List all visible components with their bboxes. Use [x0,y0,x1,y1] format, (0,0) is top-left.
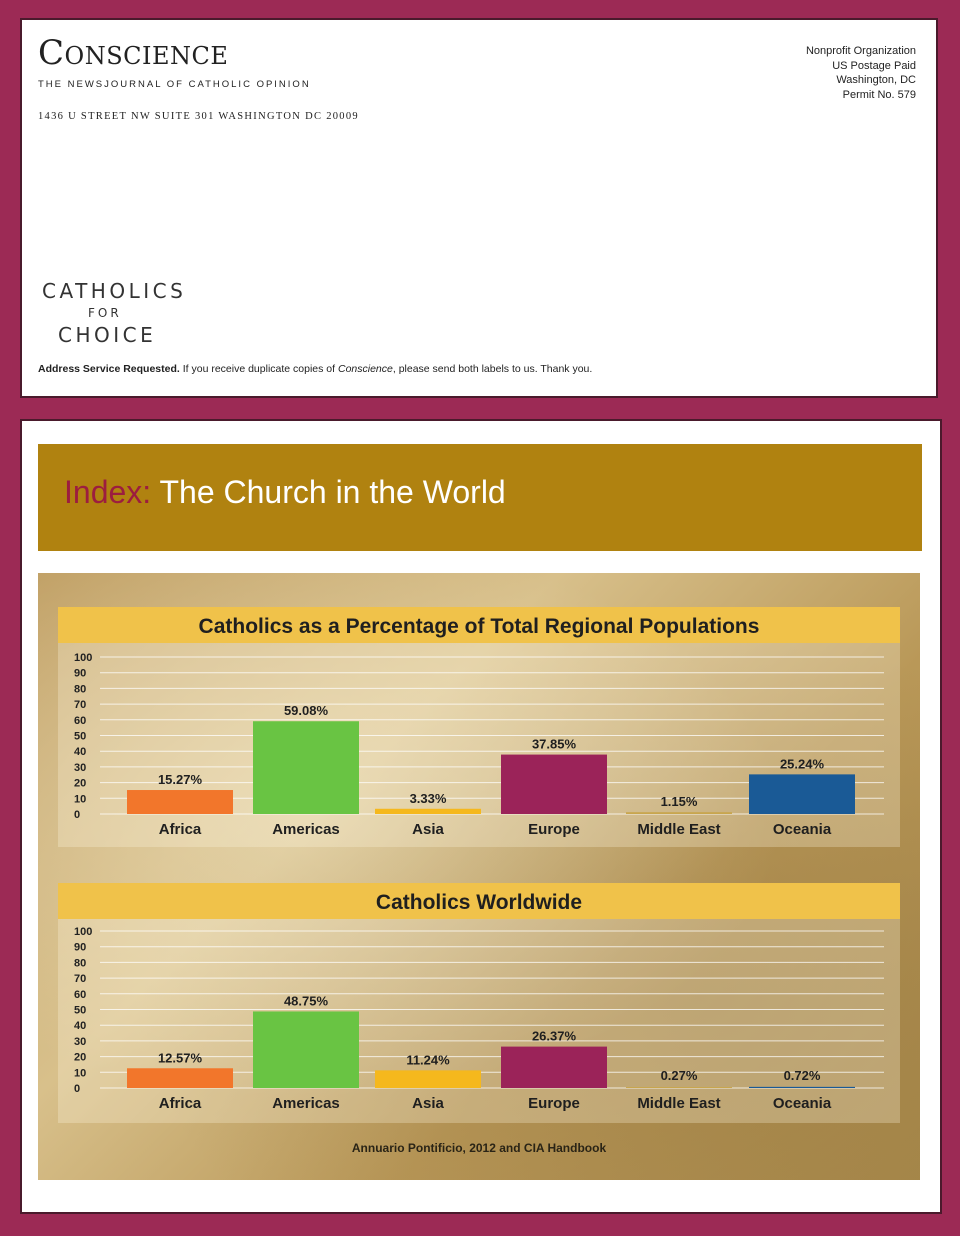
bar [127,790,233,814]
category-label: Africa [158,1095,202,1112]
category-label: Asia [412,821,444,838]
address-service-note [38,363,592,375]
y-tick-label: 30 [74,1035,87,1048]
data-label: 0.72% [783,1068,821,1083]
catholics-for-choice-logo [42,281,186,345]
logo-line: CHOICE [58,323,157,347]
y-tick-label: 40 [74,1020,87,1033]
y-tick-label: 70 [74,973,87,986]
postage-line: Nonprofit Organization [805,45,916,57]
bar [127,1068,233,1088]
category-label: Middle East [637,821,721,838]
category-label: Europe [528,821,580,838]
data-label: 26.37% [531,1028,577,1044]
postage-line: Washington, DC [836,74,916,86]
bar [501,1047,607,1088]
brand-title: Conscience [38,33,229,73]
y-tick-label: 50 [74,730,87,743]
bar [749,774,855,814]
y-tick-label: 0 [74,809,81,821]
y-tick-label: 10 [74,793,87,806]
y-tick-label: 100 [74,926,93,938]
y-tick-label: 60 [74,714,87,727]
y-tick-label: 60 [74,988,87,1001]
category-label: Africa [158,821,202,838]
y-tick-label: 100 [74,652,93,664]
source-note: Annuario Pontificio, 2012 and CIA Handbook [351,1141,607,1155]
data-label: 48.75% [283,993,329,1009]
category-label: Asia [412,1095,444,1112]
data-label: 25.24% [779,756,825,772]
y-tick-label: 80 [74,957,87,970]
service-note-text: If you receive duplicate copies of [179,363,338,375]
bar [253,1011,359,1088]
data-label: 59.08% [283,703,329,719]
return-address: 1436 U STREET NW SUITE 301 WASHINGTON DC 20009 [38,111,359,122]
bar [749,1087,855,1088]
index-page-panel [20,419,942,1214]
y-tick-label: 80 [74,683,87,696]
data-label: 1.15% [660,794,698,809]
category-label: Oceania [772,821,832,838]
logo-line: CATHOLICS [42,279,187,303]
y-tick-label: 50 [74,1004,87,1017]
y-tick-label: 90 [74,941,87,954]
data-label: 3.33% [409,790,447,806]
brand-tagline: THE NEWSJOURNAL OF CATHOLIC OPINION [38,79,311,90]
mailing-label-panel [20,18,938,398]
index-banner [38,444,922,551]
bar [375,809,481,814]
data-label: 11.24% [406,1052,450,1068]
data-label: 0.27% [660,1068,698,1083]
service-note-italic: Conscience [337,363,393,375]
bar [253,721,359,814]
chart-title: Catholics Worldwide [375,891,583,914]
y-tick-label: 30 [74,761,87,774]
y-tick-label: 10 [74,1067,87,1080]
y-tick-label: 40 [74,746,87,759]
category-label: Oceania [772,1095,832,1112]
bar [626,812,732,814]
index-title [64,474,506,511]
bar [626,1087,732,1088]
data-label: 12.57% [157,1050,203,1066]
category-label: Middle East [637,1095,721,1112]
postage-indicia [806,44,916,102]
index-title-text: The Church in the World [151,474,506,510]
chart-title: Catholics as a Percentage of Total Regional Populations [198,615,760,638]
category-label: Europe [528,1095,580,1112]
data-label: 15.27% [157,772,203,788]
category-label: Americas [272,1095,340,1112]
postage-line: Permit No. 579 [842,88,916,101]
data-label: 37.85% [531,736,577,752]
y-tick-label: 20 [74,1051,87,1064]
postage-line: US Postage Paid [832,59,916,72]
category-label: Americas [272,821,340,838]
y-tick-label: 20 [74,777,87,790]
y-tick-label: 0 [74,1083,81,1095]
bar [375,1070,481,1088]
service-note-text-end: , please send both labels to us. Thank you. [392,363,593,375]
index-title-accent: Index: [64,474,152,510]
charts-area [38,573,920,1180]
chart-panel [58,883,900,1123]
charts-svg [38,573,920,1180]
y-tick-label: 90 [74,667,87,680]
bar [501,755,607,814]
service-note-bold: Address Service Requested. [38,363,180,375]
y-tick-label: 70 [74,699,87,712]
logo-line: FOR [88,306,122,320]
chart-panel [58,607,900,847]
